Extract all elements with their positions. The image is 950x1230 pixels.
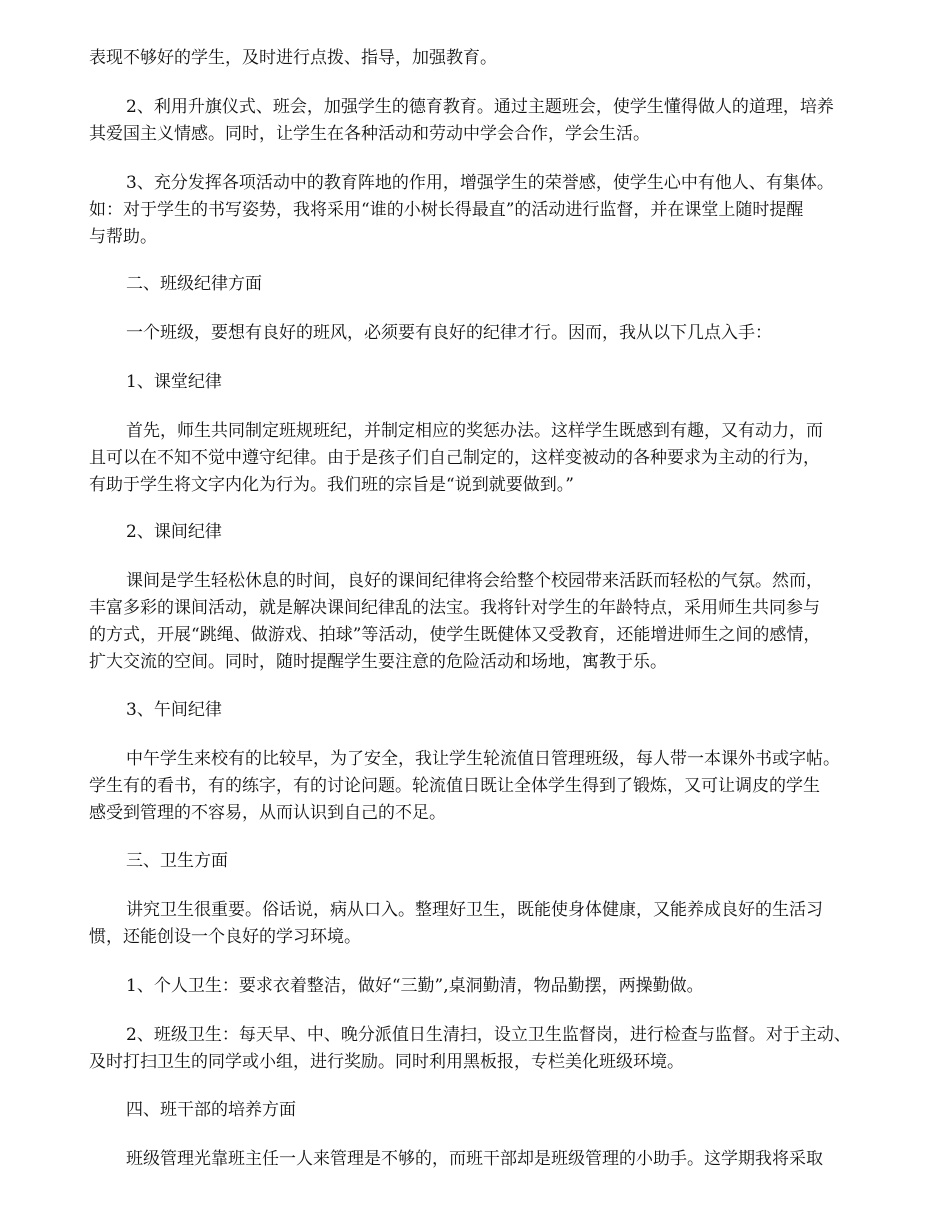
text-line: 且可以在不知不觉中遵守纪律。由于是孩子们自己制定的，这样变被动的各种要求为主动的行为，: [89, 448, 820, 468]
paragraph-noon-duty: [89, 746, 909, 827]
text-line: 惯，还能创设一个良好的学习环境。: [89, 927, 361, 947]
paragraph-personal-hygiene: [89, 973, 909, 1000]
text-line: 首先，师生共同制定班规班纪，并制定相应的奖惩办法。这样学生既感到有趣，又有动力，而: [126, 421, 823, 441]
text-line: 及时打扫卫生的同学或小组，进行奖励。同时利用黑板报，专栏美化班级环境。: [89, 1052, 684, 1072]
text-line: 的方式，开展“跳绳、做游戏、拍球”等活动，使学生既健体又受教育，还能增进师生之间的感情，: [89, 625, 821, 645]
paragraph-continuation: [89, 45, 909, 72]
text-line: 表现不够好的学生，及时进行点拨、指导，加强教育。: [89, 48, 497, 68]
subheading-classroom-discipline: [89, 369, 909, 396]
section-heading-hygiene: [89, 848, 909, 875]
text-line: 中午学生来校有的比较早，为了安全，我让学生轮流值日管理班级，每人带一本课外书或字帖。: [126, 749, 840, 769]
paragraph-break-activities: [89, 568, 909, 676]
text-line: 四、班干部的培养方面: [126, 1100, 296, 1120]
text-line: 2、班级卫生：每天早、中、晚分派值日生清扫，设立卫生监督岗，进行检查与监督。对于主动、: [126, 1025, 851, 1045]
paragraph-flag-ceremony: [89, 94, 909, 148]
paragraph-classroom-rules: [89, 418, 909, 499]
text-line: 班级管理光靠班主任一人来管理是不够的，而班干部却是班级管理的小助手。这学期我将采取: [126, 1149, 823, 1169]
section-heading-class-leaders: [89, 1097, 909, 1124]
text-line: 如：对于学生的书写姿势，我将采用“谁的小树长得最直”的活动进行监督，并在课堂上随时提醒: [89, 200, 804, 220]
paragraph-hygiene-intro: [89, 897, 909, 951]
paragraph-activities: [89, 170, 909, 251]
text-line: 2、利用升旗仪式、班会，加强学生的德育教育。通过主题班会，使学生懂得做人的道理，培养: [126, 97, 834, 117]
subheading-break-discipline: [89, 519, 909, 546]
text-line: 三、卫生方面: [126, 851, 228, 871]
text-line: 丰富多彩的课间活动，就是解决课间纪律乱的法宝。我将针对学生的年龄特点，采用师生共同参与: [89, 598, 820, 618]
paragraph-discipline-intro: [89, 320, 909, 347]
text-line: 讲究卫生很重要。俗话说，病从口入。整理好卫生，既能使身体健康，又能养成良好的生活习: [126, 900, 823, 920]
text-line: 1、个人卫生：要求衣着整洁，做好“三勤”,桌洞勤清，物品勤摆，两操勤做。: [126, 976, 704, 996]
section-heading-discipline: [89, 271, 909, 298]
text-line: 其爱国主义情感。同时，让学生在各种活动和劳动中学会合作，学会生活。: [89, 124, 650, 144]
text-line: 感受到管理的不容易，从而认识到自己的不足。: [89, 803, 446, 823]
text-line: 有助于学生将文字内化为行为。我们班的宗旨是“说到就要做到。”: [89, 475, 574, 495]
text-line: 课间是学生轻松休息的时间，良好的课间纪律将会给整个校园带来活跃而轻松的气氛。然而，: [126, 571, 823, 591]
text-line: 与帮助。: [89, 227, 157, 247]
text-line: 2、课间纪律: [126, 522, 222, 542]
text-line: 一个班级，要想有良好的班风，必须要有良好的纪律才行。因而，我从以下几点入手：: [126, 323, 772, 343]
text-line: 1、课堂纪律: [126, 372, 222, 392]
text-line: 3、午间纪律: [126, 700, 222, 720]
subheading-noon-discipline: [89, 697, 909, 724]
paragraph-class-leaders: [89, 1146, 909, 1173]
text-line: 二、班级纪律方面: [126, 274, 262, 294]
text-line: 扩大交流的空间。同时，随时提醒学生要注意的危险活动和场地，寓教于乐。: [89, 652, 667, 672]
text-line: 学生有的看书，有的练字，有的讨论问题。轮流值日既让全体学生得到了锻炼，又可让调皮的学生: [89, 776, 820, 796]
text-line: 3、充分发挥各项活动中的教育阵地的作用，增强学生的荣誉感，使学生心中有他人、有集体。: [126, 173, 834, 193]
paragraph-class-hygiene: [89, 1022, 909, 1076]
